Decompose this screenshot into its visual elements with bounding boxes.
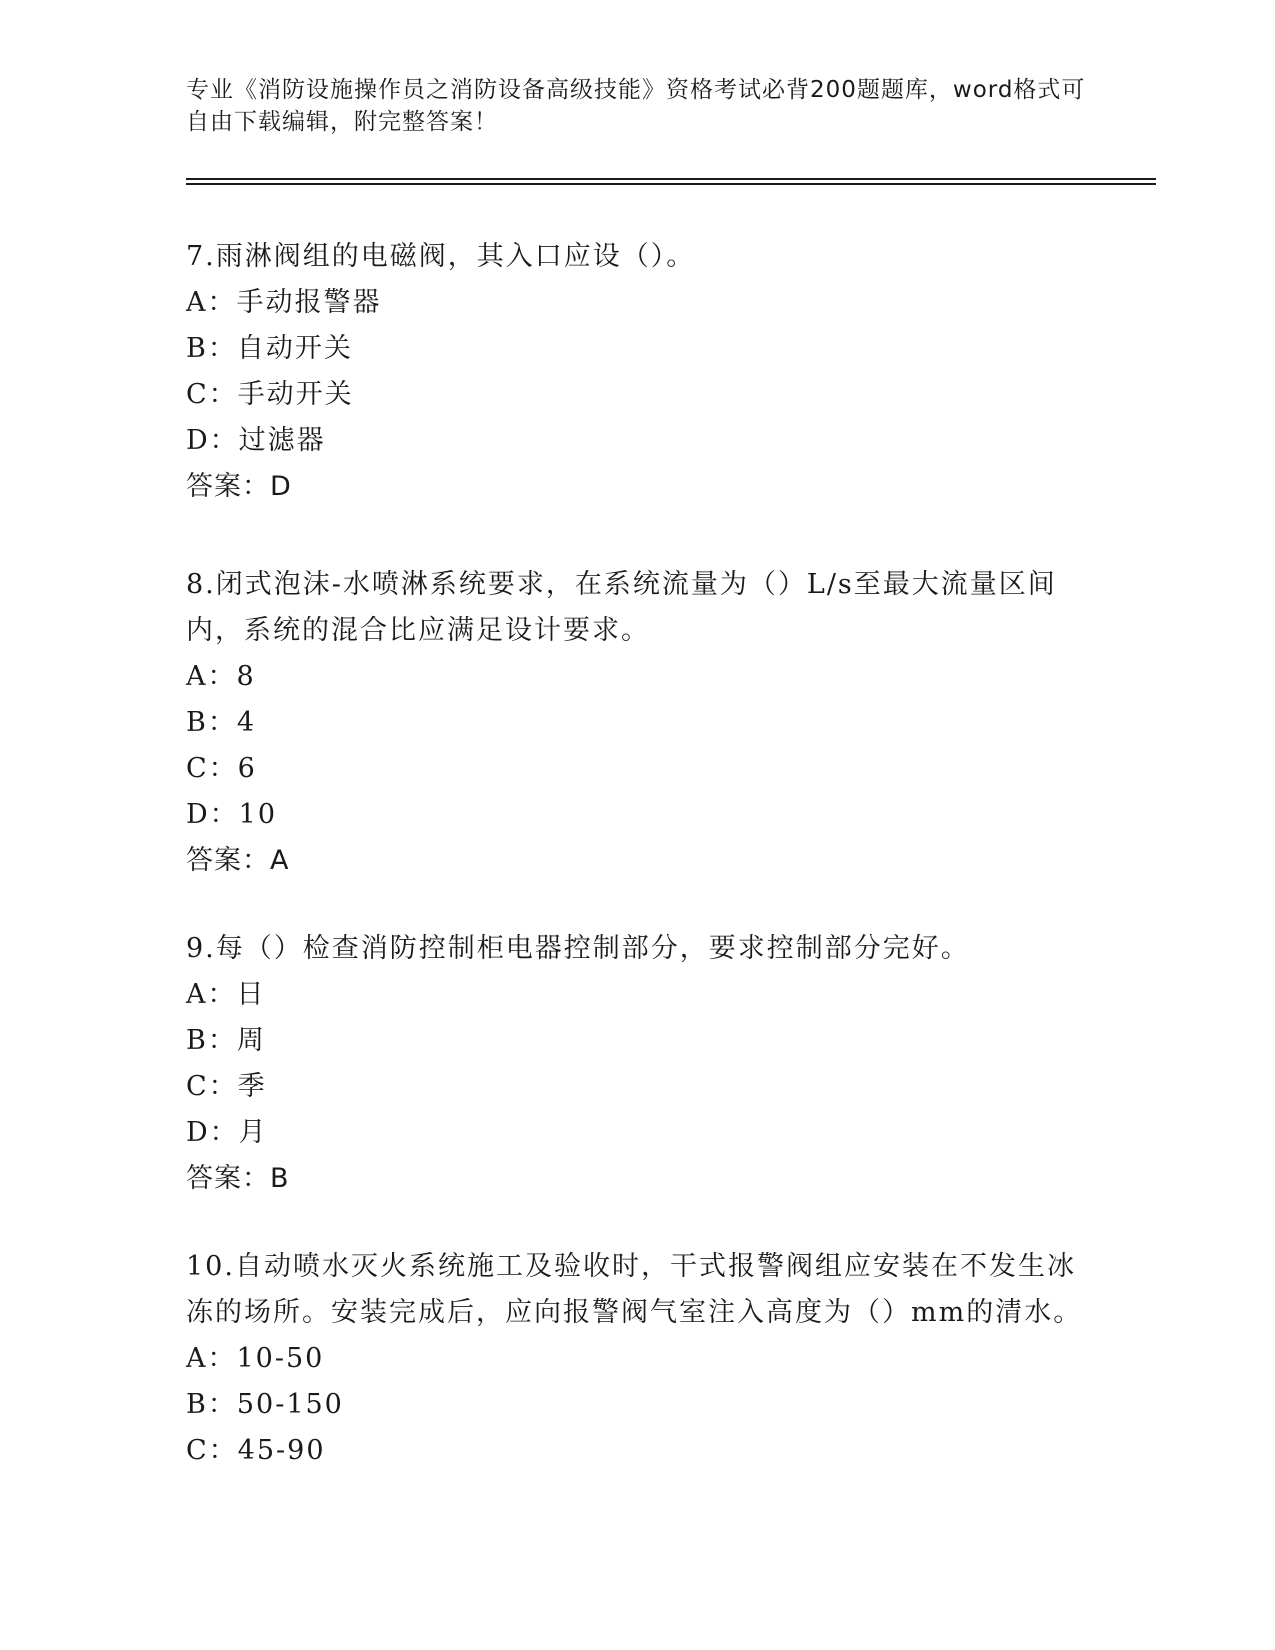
answer-label: 答案： xyxy=(186,845,270,876)
option-d xyxy=(186,418,1086,464)
option-text: 4 xyxy=(236,707,257,738)
option-a xyxy=(186,654,1086,700)
option-letter: C： xyxy=(186,379,238,410)
header-divider-top xyxy=(186,178,1156,180)
question-text: 7.雨淋阀组的电磁阀，其入口应设（）。 xyxy=(186,241,696,272)
option-a xyxy=(186,1336,1086,1382)
option-d xyxy=(186,1110,1086,1156)
option-text: 手动开关 xyxy=(237,379,354,410)
option-text: 手动报警器 xyxy=(236,287,382,318)
option-text: 10 xyxy=(238,799,278,830)
option-letter: B： xyxy=(186,333,237,364)
option-letter: D： xyxy=(186,1117,239,1148)
option-letter: A： xyxy=(186,661,237,692)
question-10 xyxy=(186,1244,1086,1474)
option-letter: D： xyxy=(186,425,239,456)
question-text: 9.每（）检查消防控制柜电器控制部分，要求控制部分完好。 xyxy=(186,933,970,964)
option-c xyxy=(186,746,1086,792)
option-text: 月 xyxy=(238,1117,268,1148)
option-text: 8 xyxy=(236,661,256,692)
option-text: 季 xyxy=(237,1071,267,1102)
answer-line xyxy=(186,464,1086,510)
option-b xyxy=(186,1018,1086,1064)
document-header: 专业《消防设施操作员之消防设备高级技能》资格考试必背200题题库，word格式可自由下载编辑，附完整答案！ xyxy=(186,77,1086,135)
option-c xyxy=(186,1428,1086,1474)
option-b xyxy=(186,700,1086,746)
option-letter: B： xyxy=(186,1389,237,1420)
header-divider-bottom xyxy=(186,183,1156,185)
answer-line xyxy=(186,838,1086,884)
question-text: 8.闭式泡沫-水喷淋系统要求，在系统流量为（）L/s至最大流量区间内，系统的混合比应满足设计要求。 xyxy=(186,569,1057,646)
question-8 xyxy=(186,562,1086,884)
option-text: 过滤器 xyxy=(238,425,326,456)
answer-value: A xyxy=(270,845,290,876)
option-b xyxy=(186,1382,1086,1428)
option-letter: B： xyxy=(186,1025,237,1056)
option-d xyxy=(186,792,1086,838)
option-letter: D： xyxy=(186,799,239,830)
option-letter: B： xyxy=(186,707,237,738)
option-a xyxy=(186,972,1086,1018)
option-text: 50-150 xyxy=(236,1389,344,1420)
answer-line xyxy=(186,1156,1086,1202)
question-7 xyxy=(186,234,1086,510)
answer-label: 答案： xyxy=(186,1163,270,1194)
answer-label: 答案： xyxy=(186,471,270,502)
option-letter: C： xyxy=(186,753,238,784)
option-letter: C： xyxy=(186,1071,238,1102)
option-text: 日 xyxy=(236,979,266,1010)
answer-value: D xyxy=(270,471,292,502)
option-c xyxy=(186,1064,1086,1110)
option-b xyxy=(186,326,1086,372)
option-letter: C： xyxy=(186,1435,238,1466)
option-text: 6 xyxy=(237,753,257,784)
option-c xyxy=(186,372,1086,418)
option-letter: A： xyxy=(186,1343,237,1374)
option-letter: A： xyxy=(186,979,237,1010)
option-letter: A： xyxy=(186,287,237,318)
option-text: 自动开关 xyxy=(236,333,353,364)
option-a xyxy=(186,280,1086,326)
option-text: 10-50 xyxy=(236,1343,325,1374)
question-text: 10.自动喷水灭火系统施工及验收时，干式报警阀组应安装在不发生冰冻的场所。安装完成后，应向报警阀气室注入高度为（）mm的清水。 xyxy=(186,1251,1083,1328)
option-text: 周 xyxy=(236,1025,266,1056)
answer-value: B xyxy=(270,1163,290,1194)
question-9 xyxy=(186,926,1086,1202)
option-text: 45-90 xyxy=(237,1435,326,1466)
